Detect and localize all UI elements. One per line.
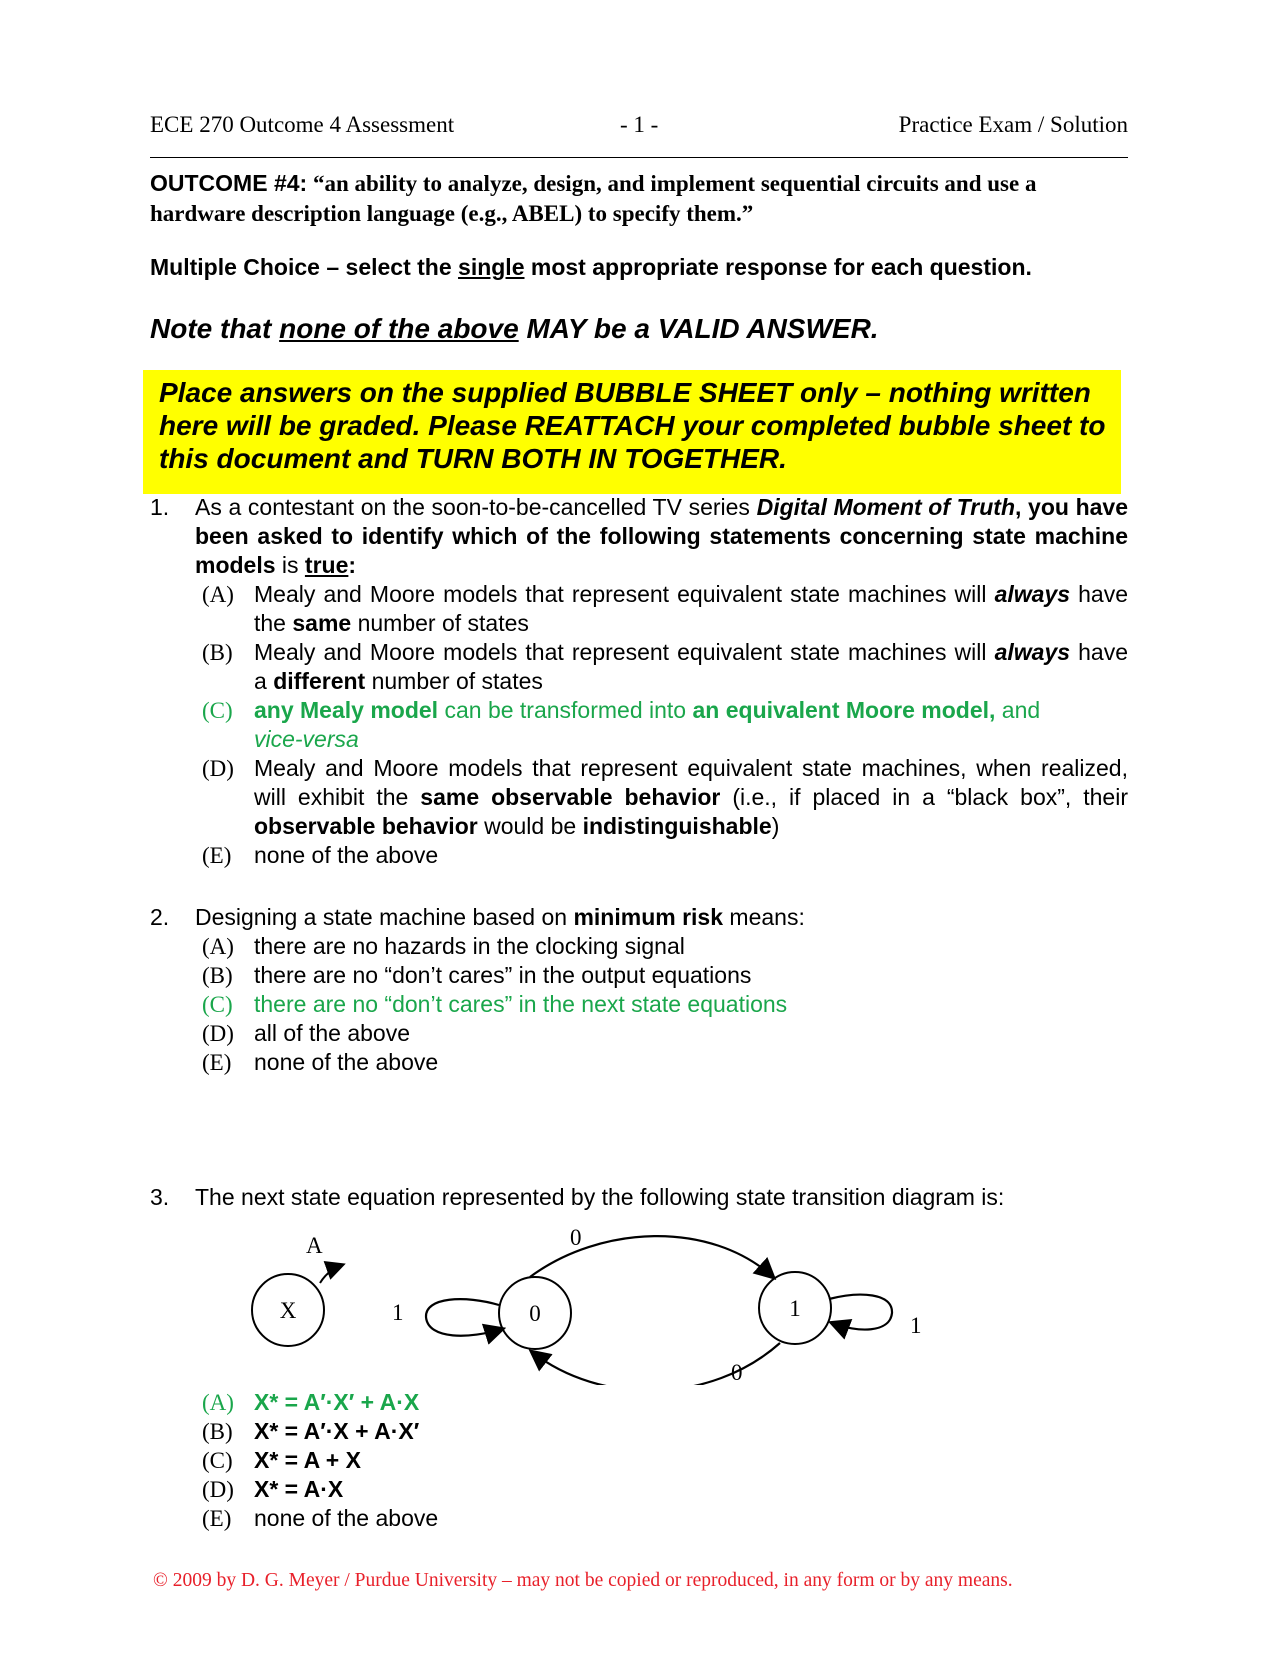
header-page-number: - 1 - (620, 112, 659, 137)
option-c-correct[interactable]: (C) any Mealy model can be transformed into an equivalent Moore model, and vice-versa (202, 697, 1041, 752)
option-d[interactable]: (D) X* = A·X (202, 1476, 344, 1502)
option-a[interactable]: (A) Mealy and Moore models that represent equivalent state machines will always have the same number of states (202, 581, 1129, 636)
transition-0-to-1 (530, 1236, 773, 1277)
state-1-label: 1 (789, 1296, 801, 1321)
question-stem: As a contestant on the soon-to-be-cancelled TV series Digital Moment of Truth, you have been asked to identify which of the following statements concerning state machine models is true: (195, 494, 1128, 578)
self-loop-state-0 (426, 1299, 502, 1336)
legend-variable-label: X (279, 1298, 297, 1323)
self-loop-state-0-label: 1 (392, 1300, 404, 1325)
header-title: Practice Exam / Solution (898, 112, 1128, 137)
option-b[interactable]: (B) there are no “don’t cares” in the output equations (202, 962, 752, 988)
bubble-sheet-notice (143, 370, 1121, 494)
note-text-2: MAY be a VALID ANSWER. (518, 313, 879, 344)
note-text-1: Note that (150, 313, 280, 344)
mc-text-underlined: single (458, 254, 525, 280)
option-c-correct[interactable]: (C) there are no “don’t cares” in the next state equations (202, 991, 788, 1017)
state-0-label: 0 (529, 1301, 541, 1326)
self-loop-state-1-label: 1 (910, 1313, 922, 1338)
question-stem: Designing a state machine based on minimum risk means: (195, 904, 805, 930)
question-2 (150, 903, 1128, 1077)
note-text-underlined: none of the above (279, 313, 519, 344)
outcome-label: OUTCOME #4: (150, 170, 308, 196)
option-d[interactable]: (D) all of the above (202, 1020, 411, 1046)
question-number: 2. (150, 904, 170, 930)
option-e[interactable]: (E) none of the above (202, 1049, 439, 1075)
multiple-choice-instructions (150, 254, 1032, 281)
legend-input-label: A (306, 1233, 323, 1258)
outcome-statement (150, 168, 1128, 229)
note-instructions (150, 313, 879, 345)
transition-1-to-0-label: 0 (731, 1360, 743, 1385)
option-e[interactable]: (E) none of the above (202, 842, 439, 868)
mc-text-2: most appropriate response for each question. (524, 254, 1032, 280)
question-3 (150, 1183, 1128, 1212)
question-number: 1. (150, 494, 170, 520)
option-b[interactable]: (B) Mealy and Moore models that represent equivalent state machines will always have a different number of states (202, 639, 1129, 694)
self-loop-state-1 (829, 1295, 892, 1330)
outcome-text: “an ability to analyze, design, and implement sequential circuits and use a hardware description language (e.g., ABEL) to specify them.” (150, 171, 1037, 226)
header-rule (150, 157, 1128, 158)
mc-text-1: Multiple Choice – select the (150, 254, 459, 280)
question-3-options (150, 1388, 1128, 1533)
transition-0-to-1-label: 0 (570, 1225, 582, 1250)
option-e[interactable]: (E) none of the above (202, 1505, 439, 1531)
legend-input-arrow (320, 1265, 342, 1283)
option-a[interactable]: (A) there are no hazards in the clocking signal (202, 933, 685, 959)
option-b[interactable]: (B) X* = A′·X + A·X′ (202, 1418, 420, 1444)
copyright-footer: © 2009 by D. G. Meyer / Purdue University – may not be copied or reproduced, in any form or by any means. (153, 1570, 1013, 1591)
question-number: 3. (150, 1184, 170, 1210)
transition-1-to-0 (532, 1343, 780, 1385)
bubble-sheet-text: Place answers on the supplied BUBBLE SHEET only – nothing written here will be graded. Please REATTACH your completed bubble sheet to this document and TURN BOTH IN TOGETHER. (159, 377, 1106, 474)
question-1 (150, 493, 1128, 870)
question-stem: The next state equation represented by the following state transition diagram is: (195, 1184, 1005, 1210)
option-c[interactable]: (C) X* = A + X (202, 1447, 361, 1473)
header-course: ECE 270 Outcome 4 Assessment (150, 112, 455, 137)
option-a-correct[interactable]: (A) X* = A′·X′ + A·X (202, 1389, 420, 1415)
state-transition-diagram (240, 1215, 960, 1385)
option-d[interactable]: (D) Mealy and Moore models that represent equivalent state machines, when realized, will exhibit the same observable behavior (i.e., if placed in a “black box”, their observable behavior would be indistinguishable) (202, 755, 1128, 839)
